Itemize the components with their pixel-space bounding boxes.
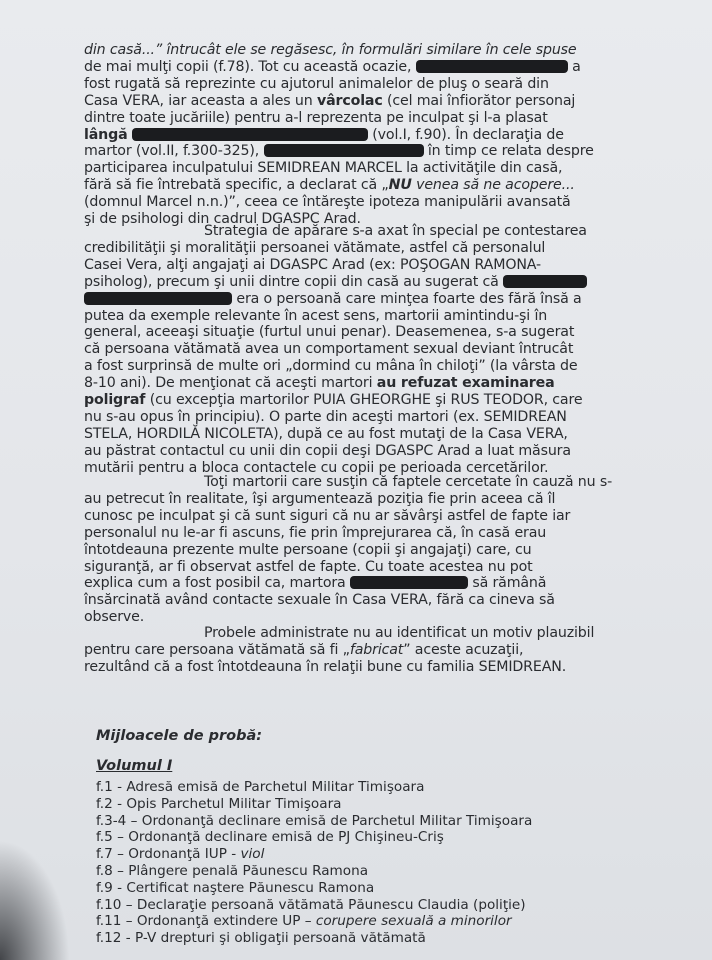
evidence-item	[96, 880, 532, 897]
text: (cel mai înfiorător personaj	[386, 92, 576, 109]
evidence-item-text: f.1 - Adresă emisă de Parchetul Militar Timişoara	[96, 779, 425, 795]
evidence-item	[96, 913, 532, 930]
evidence-item	[96, 930, 532, 947]
text: fost rugată să reprezinte cu ajutorul animalelor de pluş o seară din	[84, 75, 549, 92]
section-title: Mijloacele de probă:	[96, 728, 263, 744]
text: mutării pentru a bloca contactele cu copii pe perioada cercetărilor.	[84, 459, 549, 476]
text: ” aceste acuzaţii,	[403, 641, 524, 658]
text: să rămână	[472, 575, 547, 592]
text: credibilităţii şi moralităţii persoanei vătămate, astfel că personalul	[84, 239, 546, 256]
text-line	[84, 291, 662, 308]
evidence-item-text: f.5 – Ordonanţă declinare emisă de PJ Chişineu-Criş	[96, 829, 444, 846]
text-line	[84, 443, 662, 460]
paragraph-2	[84, 223, 662, 477]
text: explica cum a fost posibil ca, martora	[84, 575, 346, 592]
evidence-item	[96, 779, 532, 796]
paragraph-3	[84, 474, 662, 626]
text: Probele administrate nu au identificat un motiv plauzibil	[204, 625, 595, 641]
text: nu s-au opus în principiu). O parte din aceşti martori (ex. SEMIDREAN	[84, 408, 567, 425]
text: participarea inculpatului SEMIDREAN MARCEL la activităţile din casă,	[84, 160, 563, 177]
evidence-item	[96, 846, 532, 863]
text-line	[84, 59, 662, 76]
text: putea da exemple relevante în acest sens, martorii amintindu-şi în	[84, 307, 548, 324]
redaction-bar	[132, 128, 368, 141]
evidence-item-text: f.12 - P-V drepturi şi obligaţii persoană vătămată	[96, 930, 426, 947]
text: 8-10 ani). De menţionat că aceşti martori	[84, 375, 373, 392]
text: din casă...” întrucât ele se regăsesc, în formulări similare în cele spuse	[84, 42, 577, 58]
evidence-item-italic: viol	[240, 846, 265, 863]
text: observe.	[84, 609, 145, 626]
evidence-item-text: f.8 – Plângere penală Păunescu Ramona	[96, 862, 369, 879]
text: fără să fie întrebată specific, a declarat că „	[84, 177, 389, 194]
text: de mai mulţi copii (f.78). Tot cu această ocazie,	[84, 58, 412, 75]
text: (domnul Marcel n.n.)”, ceea ce întăreşte ipoteza manipulării avansată	[84, 194, 571, 211]
evidence-item	[96, 829, 532, 846]
evidence-item	[96, 813, 532, 830]
paragraph-4	[84, 625, 662, 676]
text-line	[84, 542, 662, 559]
text: era o persoană care minţea foarte des fără însă a	[236, 290, 582, 307]
text-line	[84, 609, 662, 626]
text-line	[84, 42, 662, 59]
text-line	[84, 194, 662, 211]
text-line	[84, 324, 662, 341]
text-line	[84, 625, 662, 642]
volume-heading: Volumul I	[96, 758, 173, 774]
evidence-item	[96, 863, 532, 880]
redaction-bar	[416, 60, 568, 73]
text-line	[84, 160, 662, 177]
evidence-item-text: f.9 - Certificat naştere Păunescu Ramona	[96, 879, 375, 896]
text: cunosc pe inculpat şi că sunt siguri că nu ar săvârşi astfel de fapte iar	[84, 507, 571, 524]
evidence-item	[96, 796, 532, 813]
text: martor (vol.II, f.300-325),	[84, 143, 260, 160]
text-line	[84, 409, 662, 426]
text-line	[84, 240, 662, 257]
text: întotdeauna prezente multe persoane (copii şi angajaţi) care, cu	[84, 541, 532, 558]
text: au petrecut în realitate, îşi argumentează poziţia fie prin aceea că îl	[84, 490, 556, 507]
text-line	[84, 659, 662, 676]
evidence-list	[96, 779, 532, 947]
evidence-item-text: f.3-4 – Ordonanţă declinare emisă de Parchetul Militar Timişoara	[96, 812, 533, 829]
text-line	[84, 474, 662, 491]
photo-shadow	[0, 840, 70, 960]
bold-italic-text: NU	[388, 177, 412, 194]
text-line	[84, 642, 662, 659]
text-line	[84, 127, 662, 144]
text-line	[84, 143, 662, 160]
text-line	[84, 93, 662, 110]
evidence-item-text: f.10 – Declaraţie persoană vătămată Păunescu Claudia (poliţie)	[96, 896, 526, 913]
text: Casei Vera, alţi angajaţi ai DGASPC Arad (ex: POŞOGAN RAMONA-	[84, 256, 542, 273]
text: Casa VERA, iar aceasta a ales un	[84, 92, 313, 109]
text-line	[84, 341, 662, 358]
text-line	[84, 358, 662, 375]
text-line	[84, 426, 662, 443]
text-line	[84, 177, 662, 194]
evidence-item-text: f.2 - Opis Parchetul Militar Timişoara	[96, 795, 342, 812]
text-line	[84, 375, 662, 392]
text-line	[84, 274, 662, 291]
text-line	[84, 76, 662, 93]
bold-text: vârcolac	[316, 92, 383, 109]
text: dintre toate jucăriile) pentru a-l reprezenta pe inculpat şi l-a plasat	[84, 109, 548, 126]
evidence-item-text: f.11 – Ordonanţă extindere UP –	[96, 913, 316, 930]
italic-text: fabricat	[349, 641, 404, 658]
text-line	[84, 308, 662, 325]
evidence-item-text: f.7 – Ordonanţă IUP -	[96, 846, 241, 863]
text: în timp ce relata despre	[427, 143, 594, 160]
text: general, aceeaşi situaţie (furtul unui penar). Deasemenea, s-a sugerat	[84, 324, 575, 341]
text: (vol.I, f.90). În declaraţia de	[372, 126, 564, 143]
redaction-bar	[350, 576, 468, 589]
text: că persoana vătămată avea un comportament sexual deviant întrucât	[84, 341, 574, 358]
text: a fost surprinsă de multe ori „dormind cu mâna în chiloţi” (la vârsta de	[84, 358, 578, 375]
text: psiholog), precum şi unii dintre copii din casă au sugerat că	[84, 273, 499, 290]
text-line	[84, 223, 662, 240]
text: şi de psihologi din cadrul DGASPC Arad.	[84, 211, 361, 228]
text: însărcinată având contacte sexuale în Casa VERA, fără ca cineva să	[84, 592, 555, 609]
text: pentru care persoana vătămată să fi „	[84, 641, 350, 658]
text: personalul nu le-ar fi ascuns, fie prin împrejurarea că, în casă erau	[84, 524, 547, 541]
redaction-bar	[84, 292, 232, 305]
bold-text: au refuzat examinarea	[376, 375, 555, 392]
evidence-item	[96, 897, 532, 914]
text: rezultând că a fost întotdeauna în relaţii bune cu familia SEMIDREAN.	[84, 658, 567, 675]
bold-text: lângă	[84, 126, 128, 143]
text: Toţi martorii care susţin că faptele cercetate în cauză nu s-	[204, 474, 613, 490]
italic-text: venea să ne acopere...	[416, 177, 575, 194]
text: Strategia de apărare s-a axat în special pe contestarea	[204, 223, 587, 239]
text-line	[84, 525, 662, 542]
text: a	[572, 58, 581, 75]
text: au păstrat contactul cu unii din copii deşi DGASPC Arad a luat măsura	[84, 442, 571, 459]
evidence-item-italic: corupere sexuală a minorilor	[315, 913, 512, 930]
text-line	[84, 592, 662, 609]
text-line	[84, 508, 662, 525]
redaction-bar	[503, 275, 587, 288]
text-line	[84, 110, 662, 127]
text-line	[84, 257, 662, 274]
bold-text: poligraf	[84, 392, 146, 409]
text-line	[84, 392, 662, 409]
text-line	[84, 575, 662, 592]
text-line	[84, 559, 662, 576]
paragraph-1	[84, 42, 662, 228]
text: STELA, HORDILĂ NICOLETA), după ce au fost mutaţi de la Casa VERA,	[84, 425, 568, 442]
text: (cu excepţia martorilor PUIA GHEORGHE şi RUS TEODOR, care	[149, 392, 583, 409]
text-line	[84, 491, 662, 508]
text: siguranţă, ar fi observat astfel de fapte. Cu toate acestea nu pot	[84, 558, 533, 575]
redaction-bar	[264, 144, 424, 157]
